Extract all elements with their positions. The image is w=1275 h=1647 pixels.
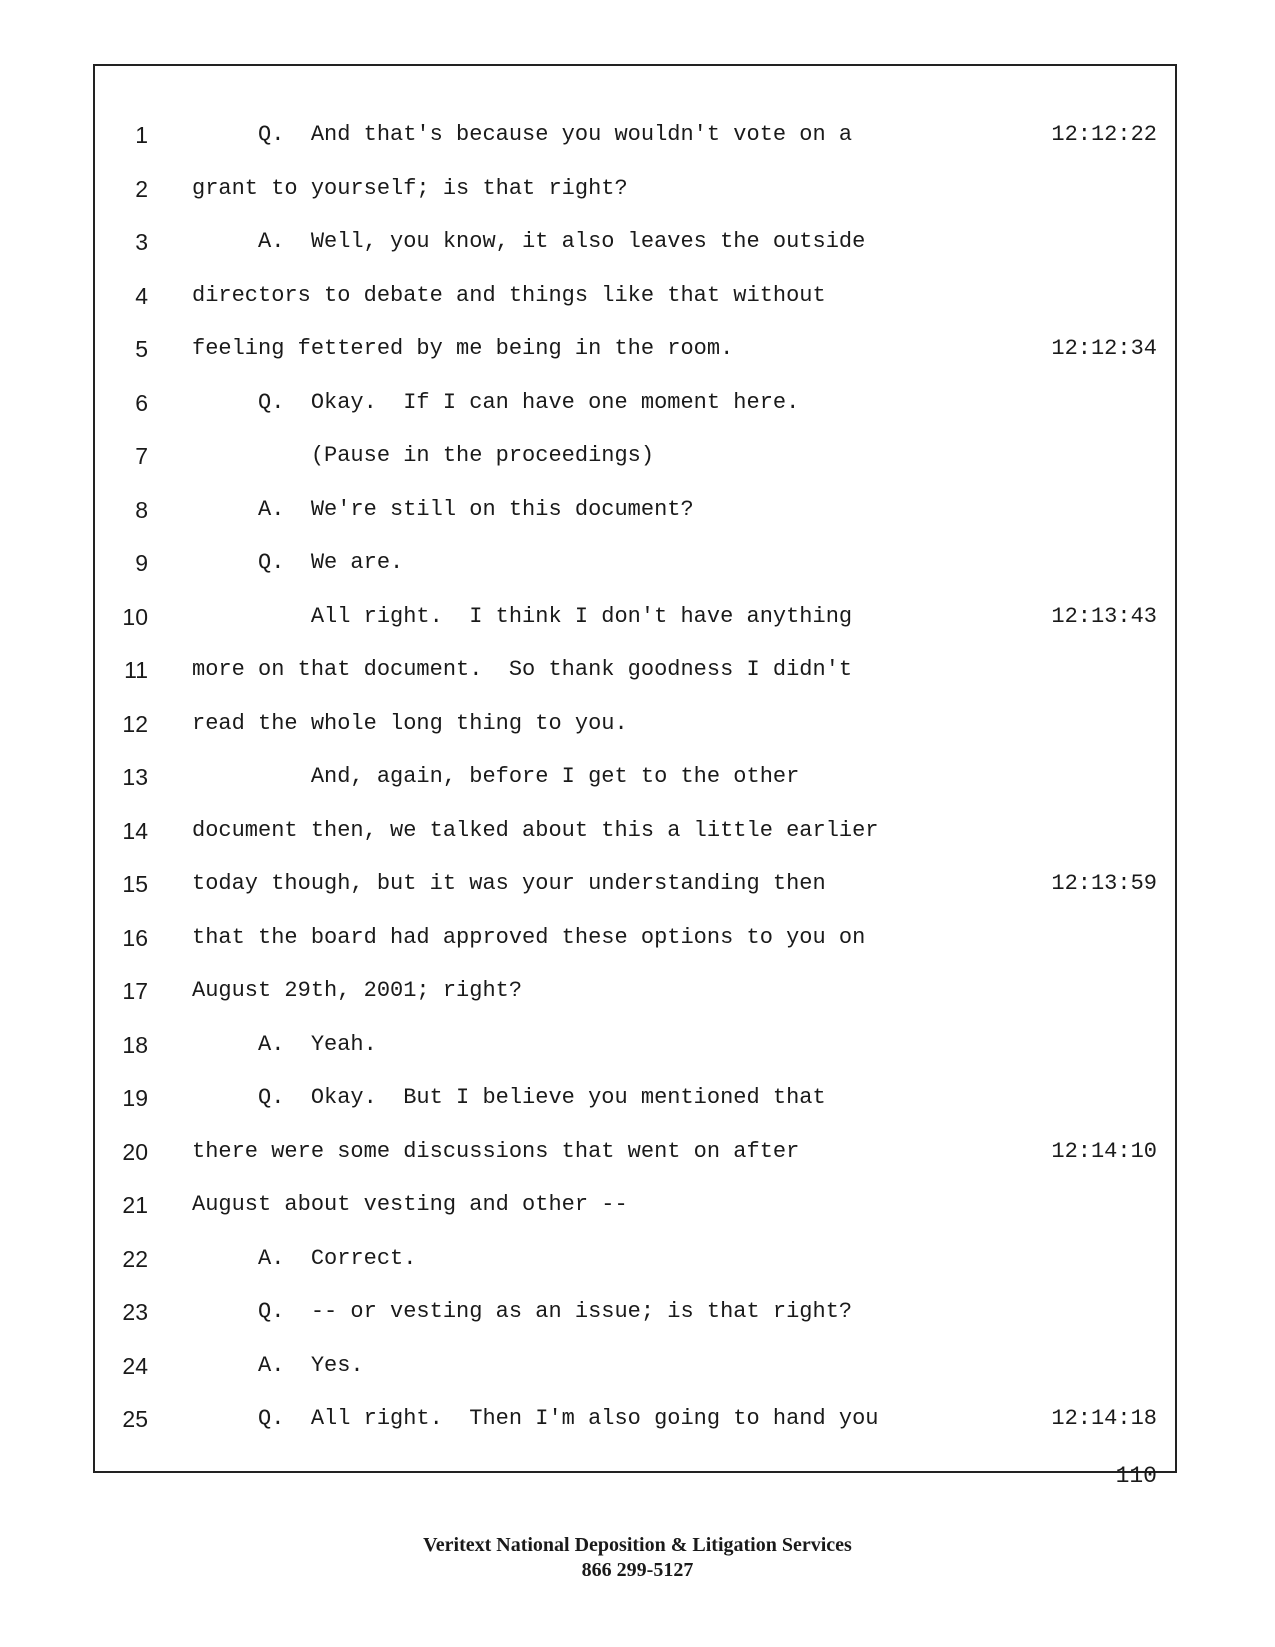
line-text: A. Well, you know, it also leaves the outside (192, 229, 866, 254)
line-text: (Pause in the proceedings) (192, 443, 655, 468)
transcript-line (0, 1025, 1275, 1065)
transcript-line (0, 1078, 1275, 1118)
line-text: Q. -- or vesting as an issue; is that right? (192, 1299, 853, 1324)
line-number: 20 (122, 1138, 148, 1165)
line-number: 15 (122, 871, 148, 897)
transcript-line (0, 1346, 1275, 1386)
transcript-line (0, 704, 1275, 744)
line-number: 23 (122, 1299, 148, 1325)
line-number: 12 (122, 710, 148, 737)
transcript-line (0, 169, 1275, 209)
transcript-line (0, 276, 1275, 316)
line-number: 21 (122, 1192, 148, 1218)
line-number: 1 (135, 122, 148, 148)
transcript-line (0, 650, 1275, 690)
line-number: 4 (135, 282, 148, 309)
line-text: A. We're still on this document? (192, 496, 694, 522)
line-text: A. Yes. (192, 1352, 364, 1378)
transcript-line (0, 918, 1275, 958)
footer-company: Veritext National Deposition & Litigation Services (423, 1534, 852, 1556)
transcript-line (0, 757, 1275, 797)
line-number: 24 (122, 1352, 148, 1379)
page-number: 110 (1115, 1463, 1157, 1489)
line-text: directors to debate and things like that without (192, 282, 826, 308)
line-text: And, again, before I get to the other (192, 764, 800, 789)
line-number: 14 (122, 817, 148, 844)
line-text: A. Yeah. (192, 1031, 377, 1057)
line-number: 17 (122, 978, 148, 1004)
line-text: A. Correct. (192, 1245, 417, 1271)
line-number: 7 (135, 443, 148, 469)
line-text: Q. And that's because you wouldn't vote on a (192, 122, 853, 147)
line-text: Q. All right. Then I'm also going to hand you (192, 1406, 879, 1431)
transcript-line (0, 864, 1275, 904)
line-text: Q. Okay. If I can have one moment here. (192, 389, 800, 415)
line-timestamp: 12:12:22 (1051, 122, 1157, 147)
line-number: 2 (135, 175, 148, 202)
transcript-line (0, 811, 1275, 851)
line-number: 22 (122, 1245, 148, 1272)
line-number: 18 (122, 1031, 148, 1058)
line-text: All right. I think I don't have anything (192, 603, 853, 629)
transcript-line (0, 383, 1275, 423)
transcript-line (0, 1132, 1275, 1172)
line-text: August about vesting and other -- (192, 1192, 628, 1217)
line-number: 10 (122, 603, 148, 630)
line-number: 11 (124, 657, 148, 683)
transcript-line (0, 1239, 1275, 1279)
transcript-line (0, 543, 1275, 583)
transcript-line (0, 1399, 1275, 1439)
line-timestamp: 12:13:59 (1051, 871, 1157, 896)
transcript-line (0, 329, 1275, 369)
line-number: 8 (135, 496, 148, 523)
transcript-line (0, 436, 1275, 476)
line-timestamp: 12:13:43 (1051, 603, 1157, 629)
transcript-line (0, 222, 1275, 262)
line-text: read the whole long thing to you. (192, 710, 628, 736)
transcript-line (0, 597, 1275, 637)
transcript-line (0, 115, 1275, 155)
line-text: document then, we talked about this a little earlier (192, 817, 879, 843)
line-number: 16 (122, 924, 148, 951)
footer-phone: 866 299-5127 (581, 1559, 694, 1581)
line-number: 19 (122, 1085, 148, 1111)
line-number: 13 (122, 764, 148, 790)
line-text: grant to yourself; is that right? (192, 175, 628, 201)
line-number: 9 (135, 550, 148, 576)
line-text: there were some discussions that went on after (192, 1138, 800, 1164)
transcript-line (0, 1292, 1275, 1332)
line-timestamp: 12:14:10 (1051, 1138, 1157, 1164)
line-timestamp: 12:12:34 (1051, 336, 1157, 361)
transcript-line (0, 971, 1275, 1011)
line-text: more on that document. So thank goodness I didn't (192, 657, 853, 682)
line-number: 6 (135, 389, 148, 416)
line-number: 5 (135, 336, 148, 362)
line-number: 25 (122, 1406, 148, 1432)
transcript-line (0, 1185, 1275, 1225)
line-text: feeling fettered by me being in the room. (192, 336, 734, 361)
line-text: that the board had approved these options to you on (192, 924, 866, 950)
line-text: today though, but it was your understanding then (192, 871, 826, 896)
transcript-line (0, 490, 1275, 530)
line-text: Q. We are. (192, 550, 404, 575)
line-number: 3 (135, 229, 148, 255)
line-timestamp: 12:14:18 (1051, 1406, 1157, 1431)
line-text: August 29th, 2001; right? (192, 978, 523, 1003)
line-text: Q. Okay. But I believe you mentioned that (192, 1085, 826, 1110)
